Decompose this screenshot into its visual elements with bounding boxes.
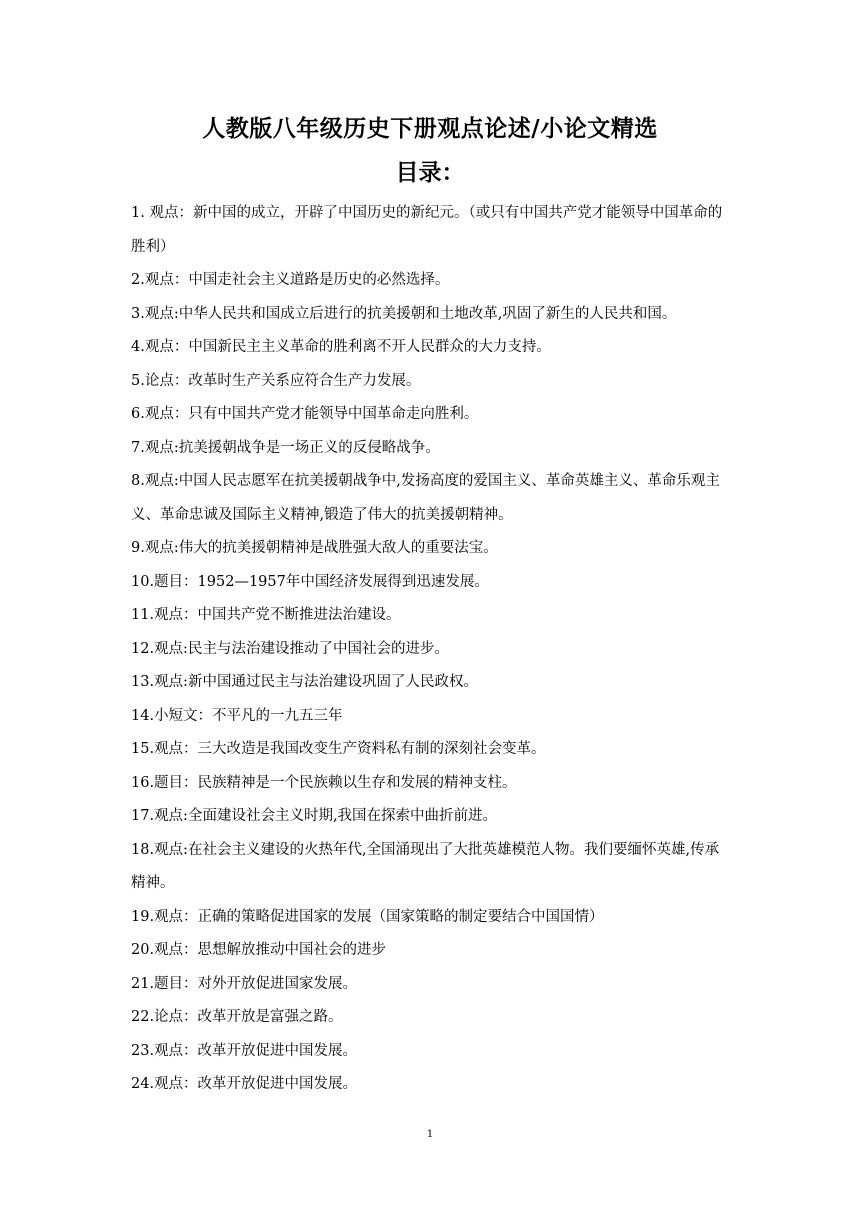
toc-item: 23.观点：改革开放促进中国发展。	[131, 1042, 358, 1059]
toc-item: 11.观点：中国共产党不断推进法治建设。	[131, 607, 401, 623]
toc-item: 22.论点：改革开放是富强之路。	[131, 1009, 343, 1025]
toc-item: 7.观点:抗美援朝战争是一场正义的反侵略战争。	[131, 439, 440, 456]
document-title: 人教版八年级历史下册观点论述/小论文精选	[202, 115, 658, 142]
toc-item: 3.观点:中华人民共和国成立后进行的抗美援朝和土地改革,巩固了新生的人民共和国。	[131, 305, 677, 322]
toc-item: 19.观点：正确的策略促进国家的发展（国家策略的制定要结合中国国情）	[131, 908, 604, 925]
toc-item: 20.观点：思想解放推动中国社会的进步	[131, 942, 387, 958]
toc-item: 9.观点:伟大的抗美援朝精神是战胜强大敌人的重要法宝。	[131, 540, 498, 556]
toc-heading: 目录：	[395, 159, 465, 186]
toc-item: 1. 观点：新中国的成立，开辟了中国历史的新纪元。（或只有中国共产党才能领导中国革命的胜利）	[131, 205, 723, 255]
toc-item: 15.观点：三大改造是我国改变生产资料私有制的深刻社会变革。	[131, 741, 546, 757]
table-of-contents	[131, 197, 731, 1102]
page-number: 1	[426, 1129, 434, 1140]
toc-item: 12.观点:民主与法治建设推动了中国社会的进步。	[131, 640, 449, 657]
toc-item: 5.论点：改革时生产关系应符合生产力发展。	[131, 372, 421, 389]
toc-item: 4.观点：中国新民主主义革命的胜利离不开人民群众的大力支持。	[131, 339, 551, 355]
toc-item: 10.题目：1952—1957年中国经济发展得到迅速发展。	[131, 573, 489, 590]
toc-item: 21.题目：对外开放促进国家发展。	[131, 975, 358, 992]
toc-item: 14.小短文：不平凡的一九五三年	[131, 707, 343, 724]
toc-item: 2.观点：中国走社会主义道路是历史的必然选择。	[131, 272, 450, 288]
toc-item: 17.观点:全面建设社会主义时期,我国在探索中曲折前进。	[131, 808, 498, 824]
toc-item: 8.观点:中国人民志愿军在抗美援朝战争中,发扬高度的爱国主义、革命英雄主义、革命乐观主义、革命忠诚及国际主义精神,锻造了伟大的抗美援朝精神。	[131, 473, 720, 523]
toc-item: 6.观点：只有中国共产党才能领导中国革命走向胜利。	[131, 406, 479, 422]
toc-item: 24.观点：改革开放促进中国发展。	[131, 1076, 358, 1092]
toc-item: 13.观点:新中国通过民主与法治建设巩固了人民政权。	[131, 674, 478, 690]
toc-item: 16.题目：民族精神是一个民族赖以生存和发展的精神支柱。	[131, 774, 517, 791]
toc-item: 18.观点:在社会主义建设的火热年代,全国涌现出了大批英雄模范人物。我们要缅怀英雄,传承精神。	[131, 841, 720, 891]
